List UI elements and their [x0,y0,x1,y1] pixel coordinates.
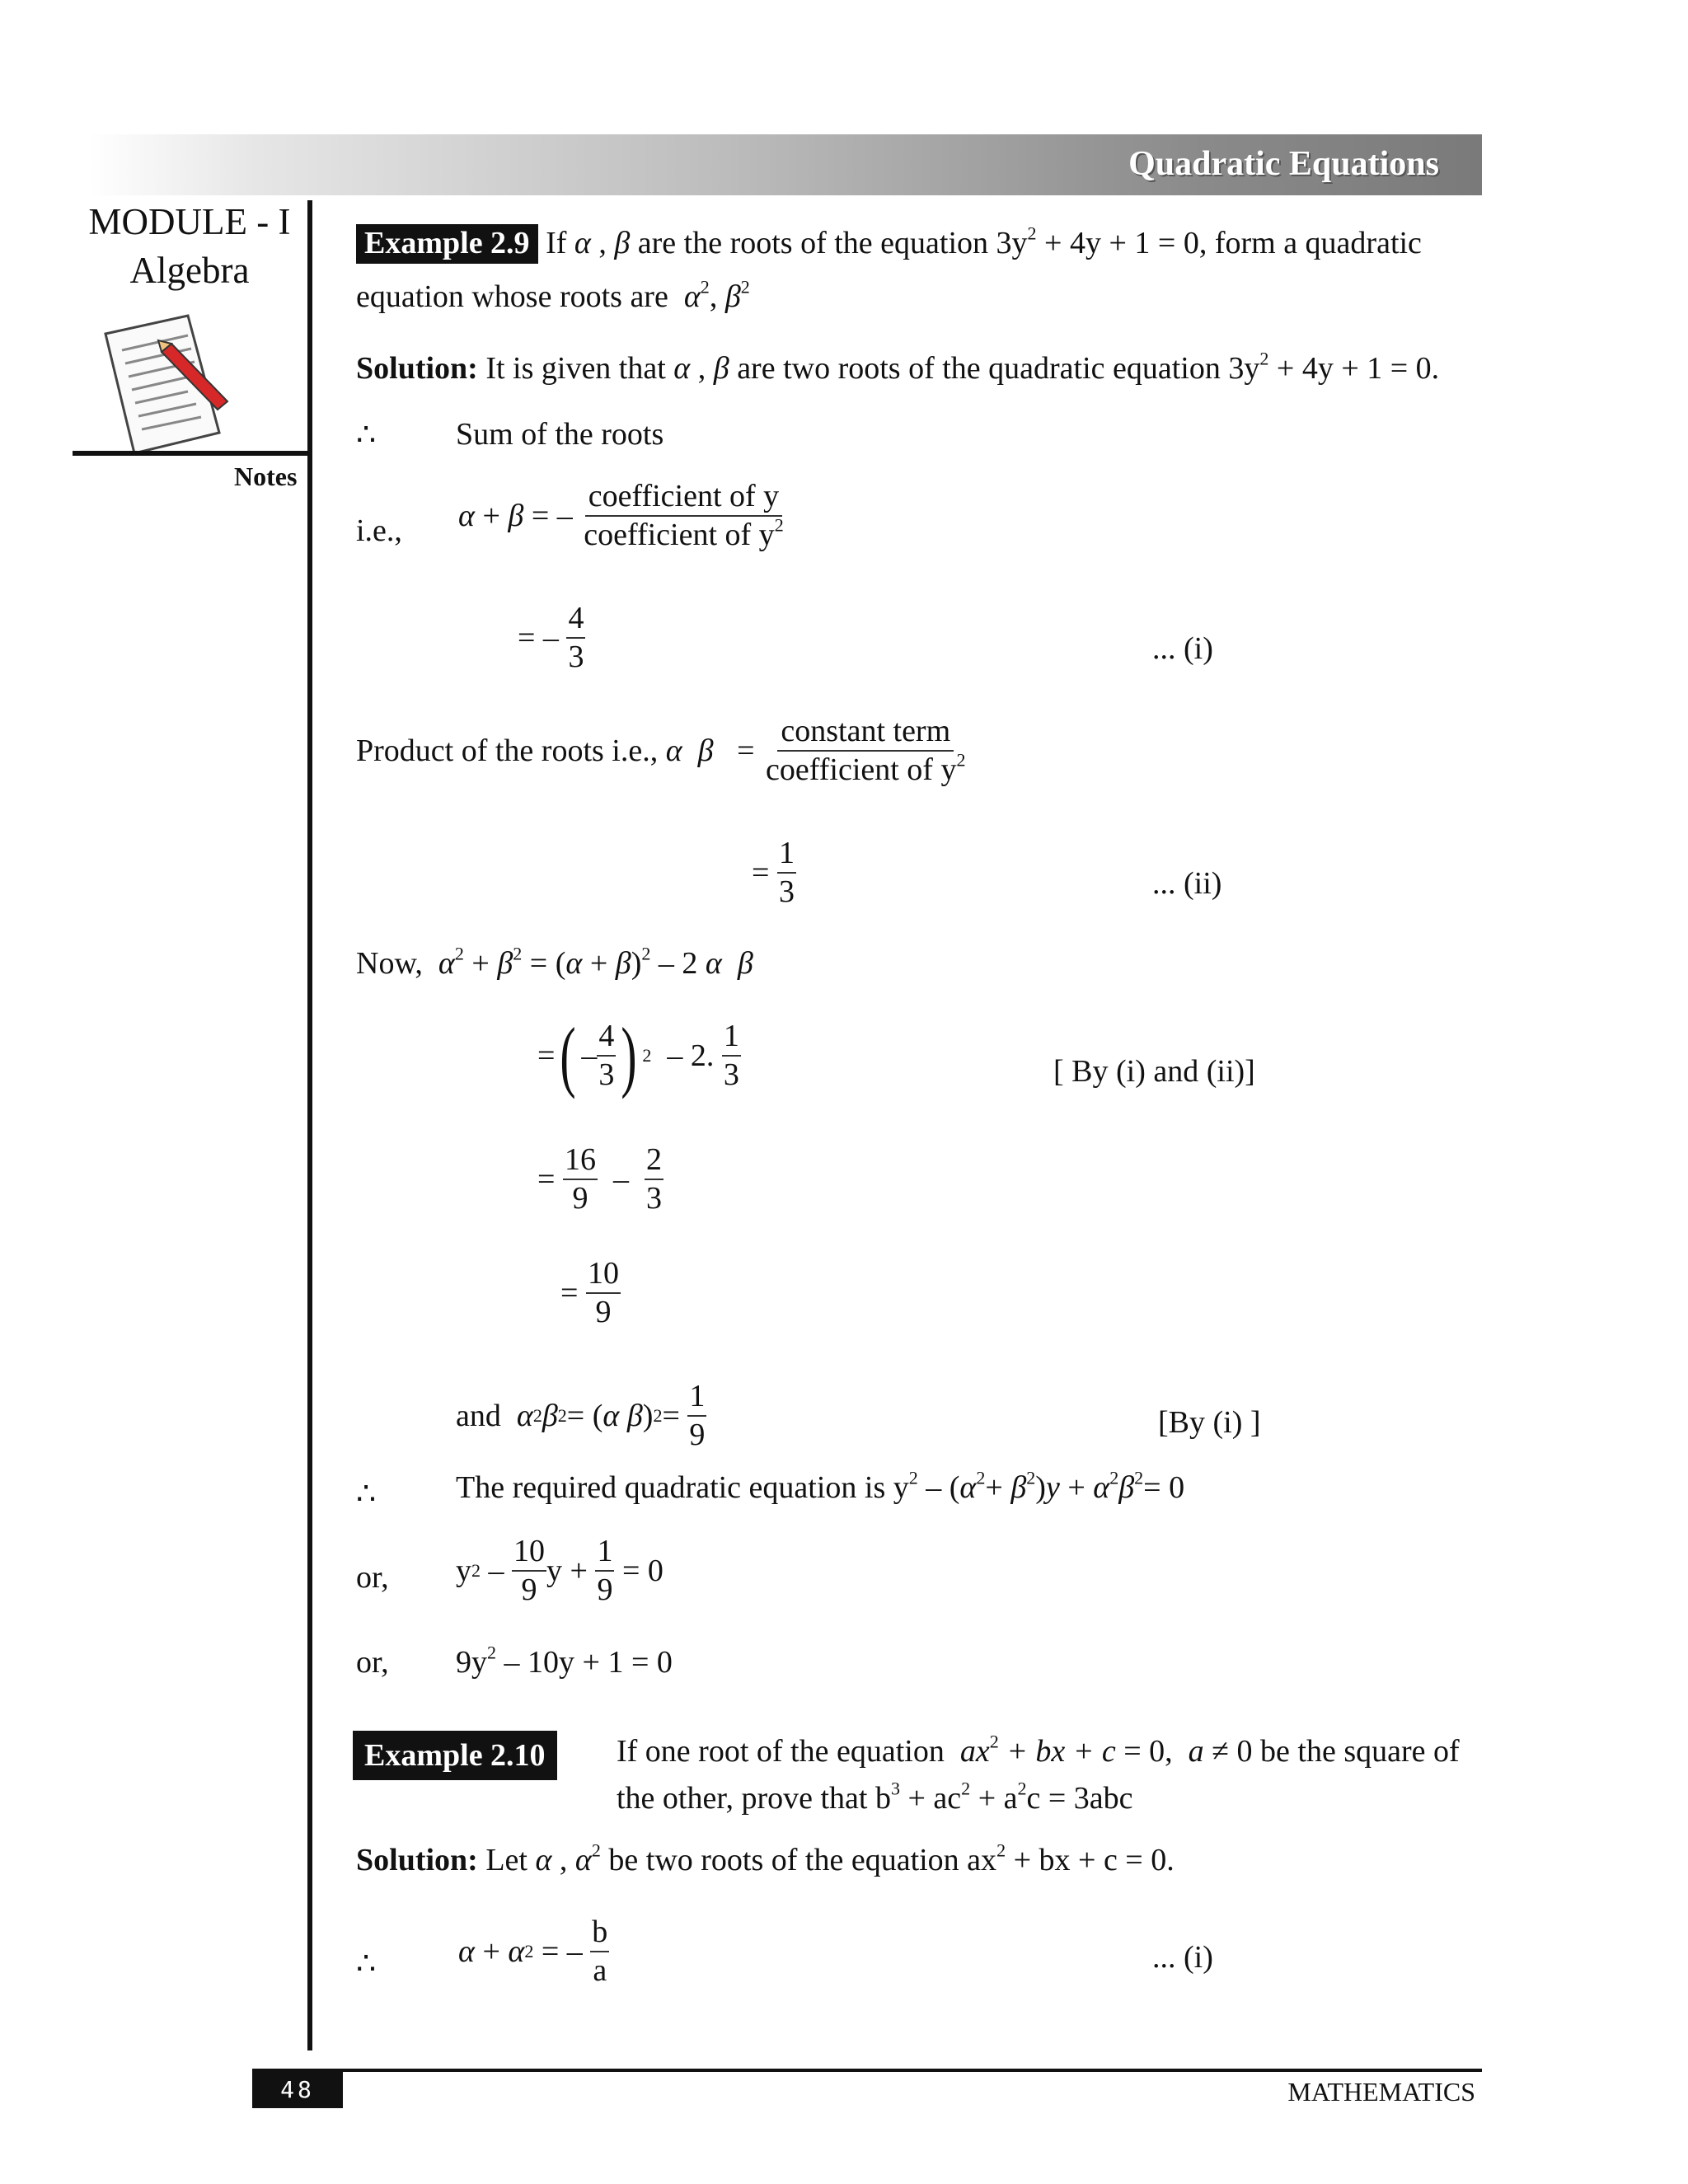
required-equation: The required quadratic equation is $y^2 - (\alpha^2+ \beta^2)y + \alpha^2\beta^2= 0$ [456,1467,1185,1505]
solution-intro: Solution: It is given that α , β are two roots of the quadratic equation $3y^2 + 4y + 1 = 0$. [356,348,1440,386]
example-2-9-label: Example 2.9 [356,224,538,264]
subject-label: Algebra [129,250,250,291]
or-label-1: or, [356,1560,389,1595]
footer-rule [252,2069,1482,2072]
example-2-10-question-line2: the other, prove that $b^3 + ac^2 + a^2c = 3abc$ [617,1778,1133,1816]
therefore-symbol-3: ∴ [356,1947,377,1981]
module-label: MODULE - I [88,201,291,242]
sum-of-roots-label: Sum of the roots [456,417,664,452]
product-of-squares: and α 2 β 2 = ( α β ) 2 = $\frac{1}{9}$ [456,1379,706,1452]
by-i-and-ii: [ By (i) and (ii)] [1053,1054,1255,1089]
product-value: = $\frac{1}{3}$ [752,836,795,909]
now-equation: Now, $\alpha^2 + \beta^2 = (\alpha + \beta)^2 - 2$ α β [356,943,753,981]
example-2-10-ref-i: ... (i) [1152,1940,1213,1975]
ref-i: ... (i) [1152,631,1213,666]
example-2-10-label: Example 2.10 [353,1731,557,1780]
ref-ii: ... (ii) [1152,866,1222,901]
example-2-10-question: If one root of the equation $ax^2$ + bx + c = 0, a ≠ 0 be the square of [617,1731,1460,1769]
therefore-symbol: ∴ [356,418,377,452]
header-title: Quadratic Equations [1128,145,1439,183]
ie-label: i.e., [356,513,402,548]
notes-label: Notes [234,462,298,491]
step-2: = $\frac{16}{9}$ – $\frac{2}{3}$ [537,1142,662,1216]
by-i: [By (i) ] [1158,1405,1261,1440]
footer-subject: MATHEMATICS [1287,2077,1475,2107]
example-2-9-question: Example 2.9 If α , β are the roots of the equation $3y^2 + 4y + 1 = 0$, form a quadratic [356,225,1422,261]
margin-rule [307,200,312,2050]
product-equation: Product of the roots i.e., α β = $\frac{\text{constant term}}{coefficient of y^2}$ [356,714,966,787]
module-title [78,198,301,295]
example-2-10-label-wrap [353,1731,557,1780]
sum-value: = – $\frac{4}{3}$ [518,601,584,674]
example-2-10-solution: Solution: Let α , $\alpha^2$ be two roots of the equation $ax^2$ + bx + c = 0. [356,1840,1175,1877]
example-2-10-sum-equation: α + α 2 = – $\frac{b}{a}$ [458,1915,608,1988]
final-equation: $9y^2 - 10y + 1 = 0$ [456,1642,673,1680]
notes-rule [73,451,307,456]
sum-equation: α + β = – $\frac{\text{coefficient of y}}{coefficient of y^2}$ [458,479,784,552]
or-label-2: or, [356,1645,389,1680]
or-equation-1: y 2 – $\frac{10}{9}$ y + $\frac{1}{9}$ = 0 [456,1534,663,1607]
page-number: 48 [252,2071,343,2108]
example-2-9-question-line2: equation whose roots are $\alpha^2$, $\beta^2$ [356,276,750,314]
header-band [89,134,1482,195]
therefore-symbol-2: ∴ [356,1477,377,1511]
step-3: = $\frac{10}{9}$ [560,1256,619,1329]
notebook-pencil-icon [89,309,237,457]
step-1: = ( – $\frac{4}{3}$ ) 2 – 2. $\frac{1}{3}$ [537,1010,739,1099]
